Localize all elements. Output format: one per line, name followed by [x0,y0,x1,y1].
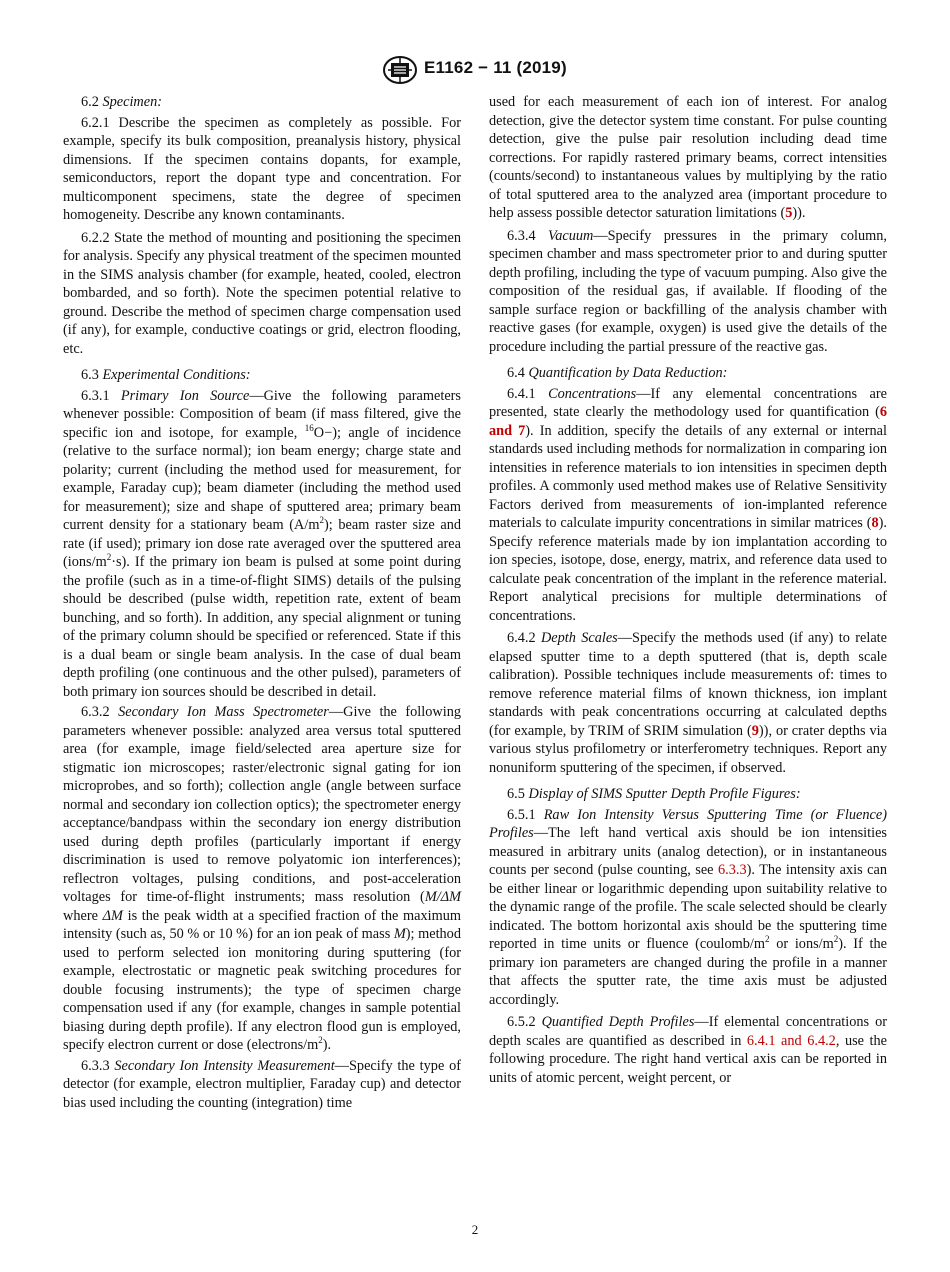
paragraph-6-3-4: 6.3.4 Vacuum—Specify pressures in the primary column, specimen chamber and mass spectrometer prior to and during sputter depth profiling, including the type of vacuum pumping. Also give the composition of the residual gas, if available. If flooding of the sample surface region or backfilling of the analysis chamber with reactive gases (for example, oxygen) is used give the details of the procedure including the partial pressure of the reactive gas. [489,227,887,355]
reference-link[interactable]: 8 [871,515,879,531]
astm-logo-icon [382,55,418,85]
paragraph-6-2-2: 6.2.2 State the method of mounting and positioning the specimen for analysis. Specify any physical treatment of the specimen mounted in the SIMS analysis chamber (for example, heated, cooled, electron bombarded, and so forth). Note the specimen potential relative to ground. Describe the method of specimen charge compensation used (if any), for example, conductive coatings or grid, electron flooding, etc. [63,229,461,357]
paragraph-6-3-3: 6.3.3 Secondary Ion Intensity Measurement—Specify the type of detector (for example, electron multiplier, Faraday cup) and detector bias used including the counting (integration) time [63,1057,461,1111]
section-6-5-heading: 6.5 Display of SIMS Sputter Depth Profile Figures: [507,786,801,802]
reference-link[interactable]: 9 [751,722,759,739]
paragraph-6-3-1: 6.3.1 Primary Ion Source—Give the following parameters whenever possible: Composition of beam (if mass filtered, give the specific ion and isotope, for example, $^{16}$O−); angle of incidence (relative to the surface normal); ion beam energy; charge state and polarity; current (including the method used for measurement, for example, Faraday cup); beam diameter (including the method used for measurement); size and shape of sputtered area; primary beam current density for a stationary beam $(A/m^2)$; beam raster size and rate (if used); primary ion dose rate averaged over the sputtered area $(ions/m^2\cdot s)$. If the primary ion beam is pulsed at some point during the profile (such as in a time-of-flight SIMS) details of the pulsing should be described (pulse width, repetition rate, extent of beam bunching, and so forth). In addition, any special alignment or tuning of the primary column should be specified or referenced. State if this is a dual beam or single beam analysis. In the case of dual beam depth profiling (one continuous and the other pulsed), parameters of both primary ion sources should be described in detail. [63,387,461,700]
paragraph-6-4-2: 6.4.2 Depth Scales—Specify the methods used (if any) to relate elapsed sputter time to a depth sputtered (that is, depth scale calibration). Possible techniques include measurements of: times to remove reference material films of known thickness, ion implant standards with peak concentrations occurring at calculated depths (for example, by TRIM of SRIM simulation (9)), or crater depths via various stylus profilometry or interferometry techniques. Report any nonuniform sputtering of the specimen, if observed. [489,630,887,776]
page-number: 2 [471,1222,479,1237]
paragraph-6-2-1: 6.2.1 Describe the specimen as completely as possible. For example, specify its bulk composition, preanalysis history, physical dimensions. If the specimen contains dopants, for example, semiconductors, report the dopant type and concentration. For multicomponent specimens, state the degree of specimen homogeneity. Describe any known contaminants. [63,114,461,223]
page-header [0,55,950,85]
section-link[interactable]: 6.4.1 and 6.4.2 [746,1032,836,1049]
section-6-4-heading: 6.4 Quantification by Data Reduction: [507,365,728,381]
paragraph-6-3-2: 6.3.2 Secondary Ion Mass Spectrometer—Give the following parameters whenever possible: analyzed area versus total sputtered area (for example, image field/selected area aperture size for stigmatic ion microscopes; raster/electronic signal gating for ion microprobes, and so forth); collection angle (angle between surface normal and secondary ion collection optics); the spectrometer energy acceptance/bandpass within the secondary ion energy distribution used during depth profiles (particularly important if energy discrimination is used to remove polyatomic ion interferences); reflectron voltages, pulsing conditions, and post-acceleration voltages for time-of-flight instruments; mass resolution (M/ΔM where ΔM is the peak width at a specified fraction of the maximum intensity (such as, 50 % or 10 %) for an ion peak of mass M); method used to perform selected ion monitoring during sputtering (for example, electrostatic or magnetic peak switching procedures for double focusing instruments); the type of specimen charge compensation used if any (for example, changes in sample potential biasing during depth profile). If any electron flood gun is employed, specify electron current or dose $(electrons/m^2)$. [63,704,461,1053]
right-column [489,93,887,1087]
paragraph-6-3-3-continued: used for each measurement of each ion of interest. For analog detection, give the detector system time constant. For pulse counting detection, give the pulse pair resolution including dead time corrections. For rapidly rastered primary beams, correct intensities (counts/second) to instantaneous values by multiplying by the ratio of total sputtered area to the analyzed area (important procedure to help assess possible detector saturation limitations (5)). [489,94,887,221]
section-link[interactable]: 6.3.3 [718,862,747,878]
left-column [63,93,461,1112]
paragraph-6-5-2: 6.5.2 Quantified Depth Profiles—If elemental concentrations or depth scales are quantified as described in 6.4.1 and 6.4.2, use the following procedure. The right hand vertical axis can be reported in units of atomic percent, weight percent, or [489,1014,888,1086]
paragraph-6-4-1: 6.4.1 Concentrations—If any elemental concentrations are presented, state clearly the methodology used for quantification (6 and 7). In addition, specify the details of any external or internal standards used including methods for normalization in comparing ion intensities in reference materials to ion intensities in specimen depth profiles. A commonly used method makes use of Relative Sensitivity Factors derived from measurements of ion-implanted reference materials to calculate impurity concentrations in similar matrices (8). Specify reference materials made by ion implantation according to ion species, isotope, dose, energy, matrix, and reference data used to calculate peak concentration of the implant in the reference material. Report analytical precisions for multiple determinations of concentrations. [489,385,887,624]
reference-link[interactable]: 6 and 7 [489,404,887,439]
document-id: E1162 − 11 (2019) [424,58,567,77]
paragraph-6-5-1: 6.5.1 Raw Ion Intensity Versus Sputtering Time (or Fluence) Profiles—The left hand vertical axis should be ion intensities measured in arbitrary units (analog detection), or in instantaneous counts per second (pulse counting, see 6.3.3). The intensity axis can be either linear or logarithmic depending upon suitability relative to the dynamic range of the profile. The scale selected should be clearly indicated. The bottom horizontal axis should be the sputtering time reported in time units or fluence ($coulomb/m^2$ or ions/$m^2$). If the primary ion parameters are changed during the profile in a manner that affects the sputter rate, the time axis must be adjusted accordingly. [489,806,888,1008]
section-6-3-heading: 6.3 Experimental Conditions: [81,367,251,383]
section-6-2-heading: 6.2 Specimen: [81,94,162,110]
reference-link[interactable]: 5 [785,205,793,221]
